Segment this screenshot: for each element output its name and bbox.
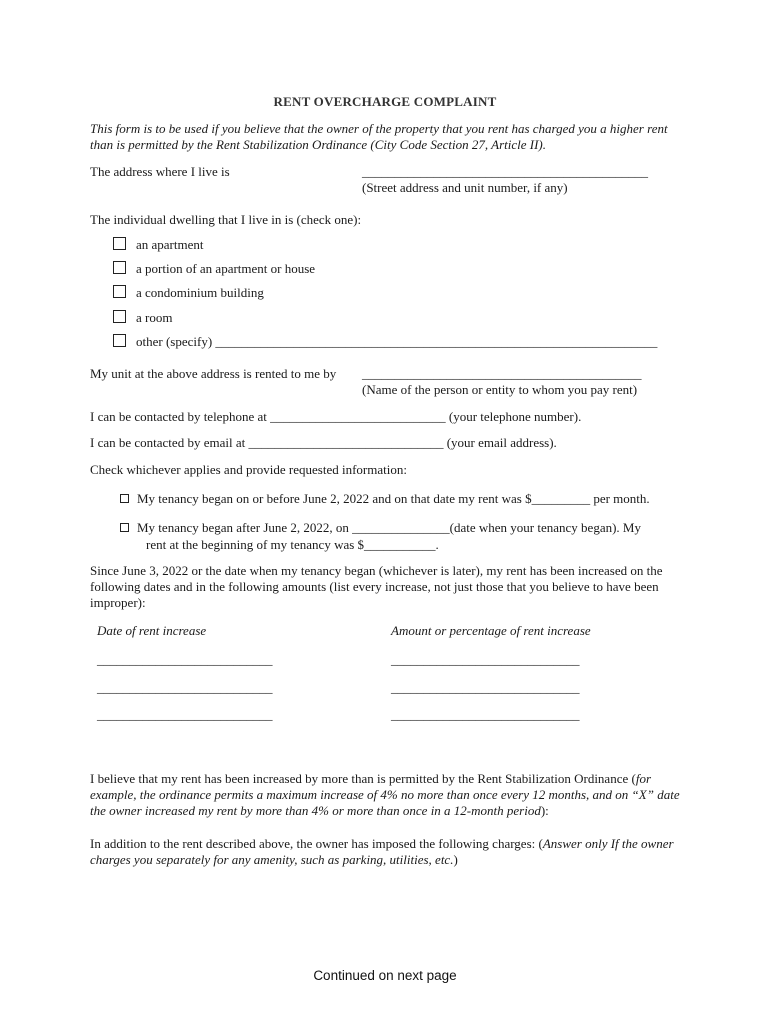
charges-tail: ) <box>453 852 458 867</box>
option-other-label[interactable]: other (specify) ____________________________________________________________________ <box>136 334 658 349</box>
tenancy-option-1-text: My tenancy began on or before June 2, 2022 and on that date my rent was $_________ per month. <box>137 491 650 506</box>
rented-by-caption: (Name of the person or entity to whom you pay rent) <box>362 382 638 397</box>
form-title: RENT OVERCHARGE COMPLAINT <box>273 94 497 109</box>
address-caption: (Street address and unit number, if any) <box>362 180 568 195</box>
rented-by-input-line[interactable]: ___________________________________________ <box>362 366 642 381</box>
checkbox-portion[interactable] <box>113 261 126 274</box>
option-room-label: a room <box>136 310 173 325</box>
tenancy-option-2[interactable] <box>120 520 641 536</box>
belief-tail: ): <box>540 803 549 818</box>
address-label: The address where I live is <box>90 164 230 179</box>
amount-column-header: Amount or percentage of rent increase <box>391 623 591 638</box>
tenancy-option-2-continued[interactable]: rent at the beginning of my tenancy was $___________. <box>146 537 439 552</box>
dwelling-prompt: The individual dwelling that I live in is (check one): <box>90 212 362 227</box>
tenancy-option-2-checkbox[interactable] <box>120 523 129 532</box>
option-portion-label: a portion of an apartment or house <box>136 261 316 276</box>
tenancy-option-1[interactable] <box>120 491 650 507</box>
tenancy-option-1-checkbox[interactable] <box>120 494 129 503</box>
option-apartment-label: an apartment <box>136 237 204 252</box>
email-line[interactable]: I can be contacted by email at ______________________________ (your email address). <box>90 435 557 450</box>
amount-blank-2[interactable]: _____________________________ <box>391 680 580 695</box>
intro-text: This form is to be used if you believe that the owner of the property that you rent has charged you a higher rent than is permitted by the Rent Stabilization Ordinance (City Code Section 27, Article II). <box>90 121 668 152</box>
date-blank-1[interactable]: ___________________________ <box>97 652 273 667</box>
belief-example: for example, the ordinance permits a maximum increase of 4% no more than once every 12 months, and on “X” date the owner increased my rent by more than 4% or more than once in a 12-month period <box>90 771 680 818</box>
checkbox-apartment[interactable] <box>113 237 126 250</box>
date-blank-2[interactable]: ___________________________ <box>97 680 273 695</box>
charges-paragraph <box>90 836 684 868</box>
checkbox-room[interactable] <box>113 310 126 323</box>
date-blank-3[interactable]: ___________________________ <box>97 707 273 722</box>
belief-lead: I believe that my rent has been increased by more than is permitted by the Rent Stabilization Ordinance ( <box>90 771 636 786</box>
increases-intro: Since June 3, 2022 or the date when my tenancy began (whichever is later), my rent has been increased on the following dates and in the following amounts (list every increase, not just those that you believe to have been improper): <box>90 563 663 610</box>
date-column-header: Date of rent increase <box>97 623 207 638</box>
amount-blank-3[interactable]: _____________________________ <box>391 707 580 722</box>
check-prompt: Check whichever applies and provide requested information: <box>90 462 407 477</box>
address-input-line[interactable]: ____________________________________________ <box>362 164 648 179</box>
belief-paragraph <box>90 771 684 819</box>
option-condominium-label: a condominium building <box>136 285 264 300</box>
checkbox-other[interactable] <box>113 334 126 347</box>
charges-instruction: Answer only If the owner charges you separately for any amenity, such as parking, utilities, etc. <box>90 836 674 867</box>
checkbox-condominium[interactable] <box>113 285 126 298</box>
amount-blank-1[interactable]: _____________________________ <box>391 652 580 667</box>
tenancy-option-2-text: My tenancy began after June 2, 2022, on _______________(date when your tenancy began). My <box>137 520 641 535</box>
charges-lead: In addition to the rent described above, the owner has imposed the following charges: ( <box>90 836 543 851</box>
phone-line[interactable]: I can be contacted by telephone at ___________________________ (your telephone number). <box>90 409 582 424</box>
rented-by-label: My unit at the above address is rented to me by <box>90 366 337 381</box>
continued-footer: Continued on next page <box>313 968 457 983</box>
